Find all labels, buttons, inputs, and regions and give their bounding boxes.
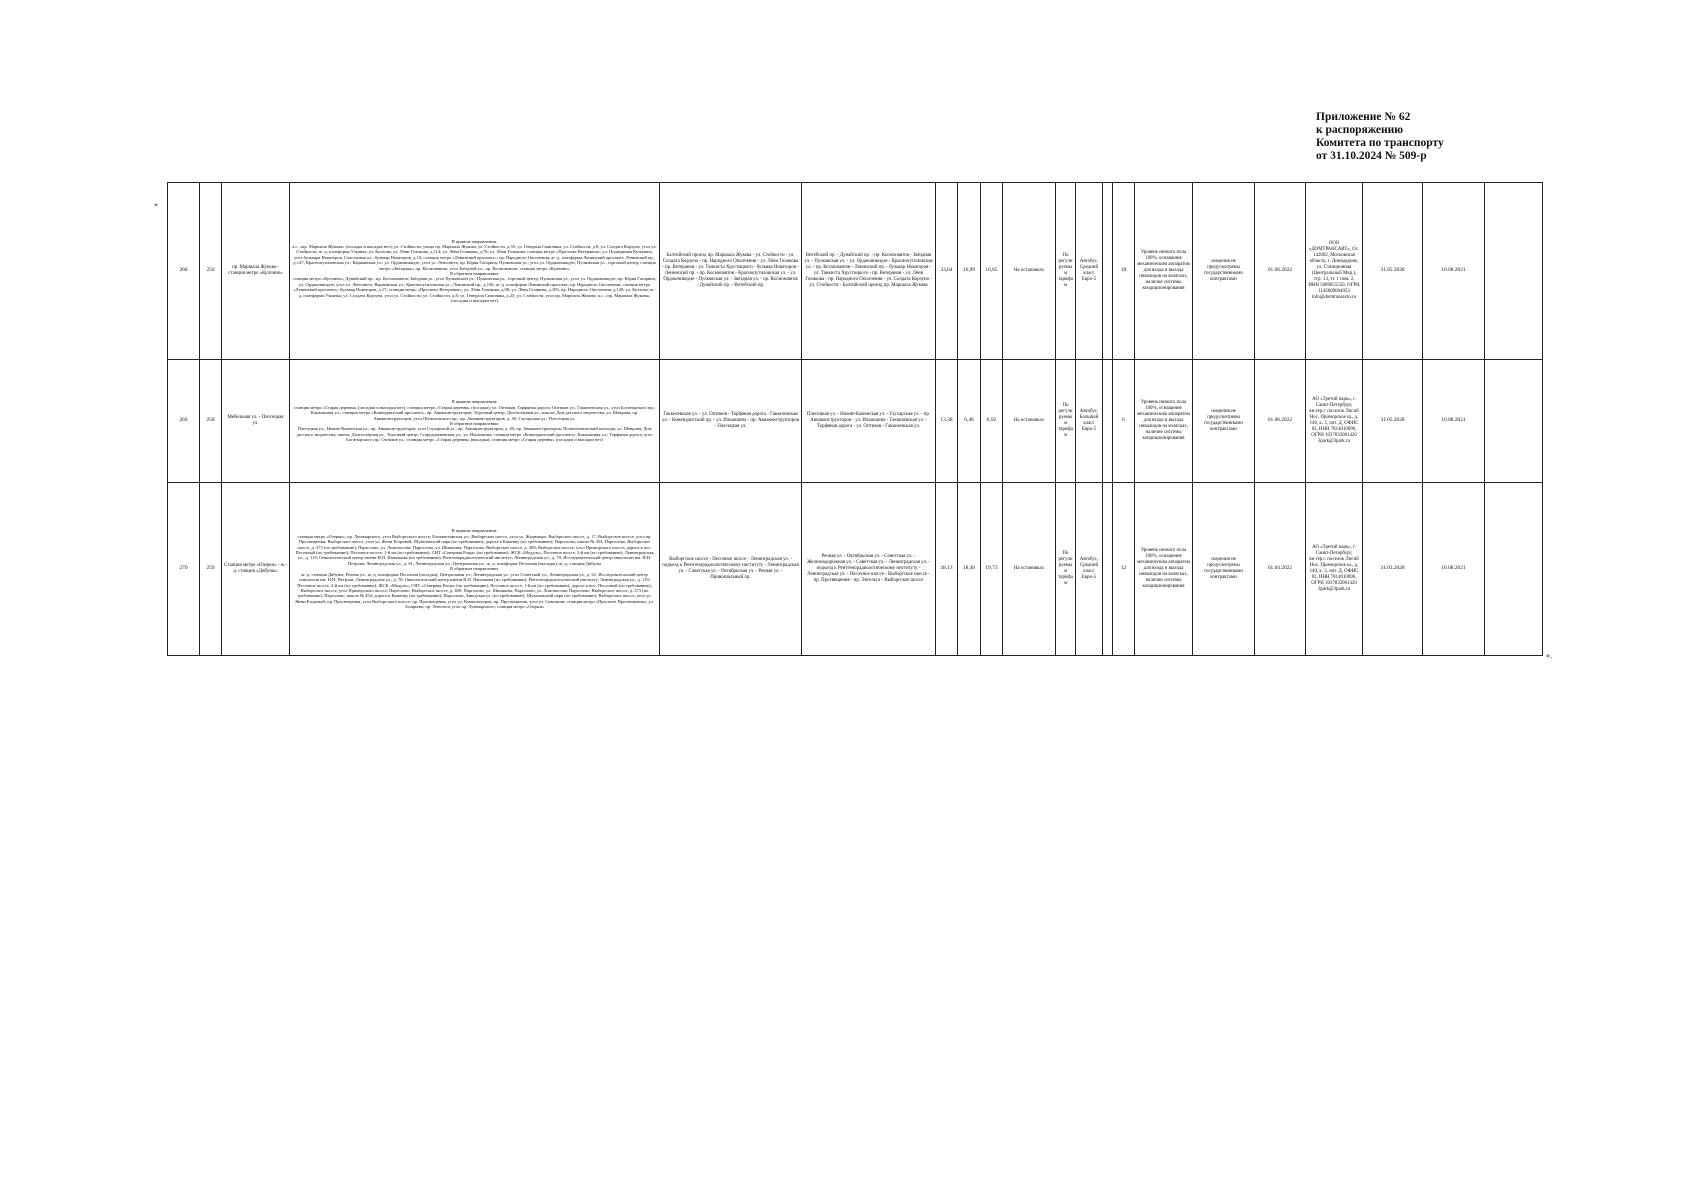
boarding-order: На остановках [1003, 483, 1056, 656]
length-backward: 6,92 [981, 360, 1003, 483]
routes-table [167, 182, 1543, 656]
empty-cell [1103, 183, 1113, 360]
registry-number: 268 [168, 183, 200, 360]
streets-forward: Балтийский проезд пр. Маршала Жукова - ул. Стойкости - ул. Солдата Корзуна - пр. Народного Ополчения - ул. Лёни Голикова - пр. Ветеранов - ул. Танкиста Хрустицкого - бульвар Новаторов - Ленинский пр. - пр. Космонавтов - Краснопутиловская ул. - ул. Орджоникидзе - Пулковская ул. - Звёздная ул. - пр. Космонавтов - Дунайский пр. - Витебский пр. [660, 183, 802, 360]
route-name: пр. Маршала Жукова - станция метро «Купчино» [222, 183, 290, 360]
length-backward: 19,73 [981, 483, 1003, 656]
streets-backward: Витебский пр. - Дунайский пр. - пр. Космонавтов - Звёздная ул. - Пулковская ул. - ул. Орджоникидзе - Краснопутиловская ул. - пр. Космонавтов - Ленинский пр. - бульвар Новаторов - ул. Танкиста Хрустицкого - пр. Ветеранов - ул. Лёни Голикова - пр. Народного Ополчения - ул. Солдата Корзуна - ул. Стойкости - Балтийский проезд пр. Маршала Жукова [802, 183, 936, 360]
start-date: 01.06.2022 [1255, 360, 1306, 483]
forward-stops: станция метро «Озерки»; пр. Луначарского, угол Выборгского шоссе; Елизаветинская ул.; Выборгское шоссе, угол ул. Жадимиро; Выборгское шоссе, д. 17; Выборгское шоссе, угол пр. Просвещения; Выборгское шоссе, угол ул. Жени Егоровой; Шуваловский парк (по требованию); дорога в Каменку (по требованию); Парголово, школа № 454; Парголово, Выборгское шоссе, д. 373 (по требованию); Парголово, ул. Ломоносова; Парголово, ул. Шишкина; Парголово, Выборгское шоссе, д. 409; Выборгское шоссе, угол Приморского шоссе; дорога в пос. Песочный (по требованию); Песочное шоссе, 1-й км (по требованию); СНТ «Северная Роща» (по требованию); ЖСК «Модуль»; Песочное шоссе, 2-й км (по требованию); Ленинградская ул., д. 119; Онкологический центр имени Н.П. Напалкова (по требованию); Рентгенорадиологический институт; Ленинградская ул., д. 70; Исследовательский центр онкологии им. Н.Н. Петрова; Ленинградская ул., д. 61; Ленинградская ул.; Центральная ул.; ж.-д. платформа Песочная (высадка); ж.-д. станция Дибуны [295, 533, 654, 566]
vehicle-count: 6 [1113, 360, 1135, 483]
backward-direction-label: В обратном направлении: [449, 271, 500, 276]
contract-note: сведения не предусмотрены государственными контрактами [1193, 183, 1255, 360]
length-backward: 16,65 [981, 183, 1003, 360]
end-date: 31.03.2028 [1363, 483, 1423, 656]
appendix-order-ref: к распоряжению [1316, 124, 1404, 136]
forward-direction-label: В прямом направлении: [451, 238, 498, 244]
backward-stops: ж.-д. станция Дибуны; Речная ул.; ж.-д. платформа Песочная (посадка); Центральная ул.; Ленинградская ул., угол Советской ул.; Ленинградская ул., д. 61; Исследовательский центр онкологии им. Н.Н. Петрова; Ленинградская ул., д. 70; Онкологический центр имени Н.П. Напалкова (по требованию); Рентгенорадиологический институт; Ленинградская ул., д. 119; Песочное шоссе, 2-й км (по требованию); ЖСК «Модуль»; СНТ «Северная Роща» (по требованию); Песочное шоссе, 1-й км (по требованию); дорога в пос. Песочный (по требованию); Выборгское шоссе, угол Приморского шоссе; Парголово, Выборгское шоссе, д. 409; Парголово, ул. Шишкина; Парголово, ул. Ломоносова; Парголово, Выборгское шоссе, д. 373 (по требованию); Парголово, школа № 454; дорога в Каменку (по требованию); Парголово, Заводская ул. (по требованию); Шуваловский парк (по требованию); Выборгское шоссе, угол ул. Жени Егоровой; пр. Просвещения, угол Выборгского шоссе; пр. Просвещения, угол ул. Композиторов; пр. Просвещения, угол ул. Симонова; станция метро «Проспект Просвещения»; ул. Асафьева; пр. Энгельса, угол пр. Луначарского; станция метро «Озерки» [295, 571, 654, 610]
empty-cell [1103, 360, 1113, 483]
forward-direction-label: В прямом направлении: [451, 528, 498, 534]
close-quote: ». [1546, 651, 1552, 660]
appendix-number: Приложение № 62 [1316, 111, 1411, 123]
carrier-info: ООО «ДОМТРАНСАВТ», Ос. 142002, Московская область, г. Домодедово, ул. Станционная (Центральный Мкр.), стр. 13, эт. 1 пом. 2, ИНН 5009055550, ОГРН 1145009004053 info@domtransavto.ru [1306, 183, 1363, 360]
length-forward: 18,40 [958, 483, 981, 656]
tariff-type: По регулируемым тарифам [1056, 360, 1076, 483]
start-date: 01.06.2022 [1255, 183, 1306, 360]
empty-cell [1485, 183, 1543, 360]
contract-note: сведения не предусмотрены государственными контрактами [1193, 360, 1255, 483]
backward-stops: Плесецкая ул.; Нижне-Каменская ул.; пр. Авиаконструкторов, угол Глухарской ул.; пр. Авиаконструкторов, д. 49; пр. Авиаконструкторов; Политехнический колледж; ул. Шаврова; Дом детского творчества; школа; Долгоозёрная ул.; Торговый центр; Стародеревенская ул.; ул. Ильюшина; станция метро «Комендантский проспект»; Камышовая ул.; Торфяная дорога, угол Богатырского пр.; Оптиков ул.; станция метро «Старая деревня» (высадка); станция метро «Старая деревня» (посадки и высадки нет) [296, 426, 653, 443]
length-forward: 6,46 [958, 360, 981, 483]
appendix-header [1316, 111, 1516, 163]
empty-cell [1103, 483, 1113, 656]
appendix-date: от 31.10.2024 № 509-р [1316, 150, 1427, 162]
tariff-type: По регулируемым тарифам [1056, 483, 1076, 656]
forward-stops: станция метро «Старая деревня» (посадки и высадки нет); станция метро «Старая деревня» (посадка); ул. Оптиков; Торфяная дорога; Оптиков ул.; Гаккелевская ул., угол Богатырского пр.; Камышовая ул.; станция метро «Комендантский проспект»; пр. Авиаконструкторов; Торговый центр; Долгоозёрная ул.; школа; Дом детского творчества; ул. Шаврова; пр. Авиаконструкторов, угол Шуваловского пр.; пр. Авиаконструкторов, д. 49; Глухарская ул.; Плесецкая ул. [293, 404, 656, 421]
length-forward: 16,99 [958, 183, 981, 360]
forward-direction-label: В прямом направлении: [451, 399, 498, 405]
contract-date: 10.08.2021 [1423, 183, 1485, 360]
backward-direction-label: В обратном направлении: [449, 421, 500, 426]
streets-forward: Гаккелевская ул. - ул. Оптиков - Торфяная дорога - Гаккелевская ул. - Комендантский пр. - ул. Ильюшина - пр. Авиаконструкторов - Плесецкая ул. [660, 360, 802, 483]
carrier-info: АО «Третий парк», г. Санкт-Петербург, вн.тер.г. поселок Лисий Нос, Приморское ш., д. 140, к. 3, лит. Д, ОФИС 83, ИНН 7814010096, ОГРН 1037832001420 3park@3park.ru [1306, 483, 1363, 656]
route-stops [290, 360, 660, 483]
vehicle-class: Автобус, Средний класс Евро-5 [1076, 183, 1103, 360]
empty-cell [1485, 360, 1543, 483]
vehicle-characteristics: Уровень низкого пола 100%, оснащение механическим аппаратом для входа и выхода инвалидов на колясках, наличие системы кондиционирования [1135, 183, 1193, 360]
route-name: Станция метро «Озерки» - ж.-д. станция «Дибуны» [222, 483, 290, 656]
empty-cell [1485, 483, 1543, 656]
vehicle-characteristics: Уровень низкого пола 100%, оснащение механическим аппаратом для входа и выхода инвалидов на колясках, наличие системы кондиционирования [1135, 483, 1193, 656]
route-number: 259 [200, 483, 222, 656]
streets-forward: Выборгское шоссе - Песочное шоссе - Ленинградская ул. - подъезд к Рентгенорадиологическому институту - Ленинградская ул. - Советская ул. - Октябрьская ул. - Речная ул. - Привокзальный пр. [660, 483, 802, 656]
table-row [168, 360, 1543, 483]
registry-number: 270 [168, 483, 200, 656]
contract-date: 10.08.2021 [1423, 483, 1485, 656]
length-total: 38,13 [936, 483, 958, 656]
contract-date: 10.08.2021 [1423, 360, 1485, 483]
contract-note: сведения не предусмотрены государственными контрактами [1193, 483, 1255, 656]
backward-stops: станция метро «Купчино»; Дунайский пр.; пр. Космонавтов; Звёздная ул., угол Пулковской ул.; Пулковская ул., торговый центр; Пулковская ул., угол ул. Орджоникидзе; пр. Юрия Гагарина; ул. Орджоникидзе, угол ул. Ленсовета; Варшавская ул.; Краснопутиловская ул.; Ленинский пр., д.156; ж.-д. платформа Ленинский проспект; пр. Народного Ополчения; станция метро «Ленинский проспект»; бульвар Новаторов, д.17; станция метро «Проспект Ветеранов»; ул. Лёни Голикова, д.98; ул. Лёни Голикова, д.105; пр. Народного Ополчения, д.149; ул. Козлова; ж.-д. платформа Ульянка; ул. Солдата Корзуна, угол ул. Стойкости; ул. Стойкости, д.8; ул. Генерала Симоняка, д.25; ул. Стойкости, угол пр. Маршала Жукова; а.с. «пр. Маршала Жукова» (посадки и высадки нет) [293, 276, 656, 304]
route-stops [290, 183, 660, 360]
vehicle-characteristics: Уровень низкого пола 100%, оснащение механическим аппаратом для входа и выхода инвалидов на колясках, наличие системы кондиционирования [1135, 360, 1193, 483]
route-stops [290, 483, 660, 656]
tariff-type: По регулируемым тарифам [1056, 183, 1076, 360]
boarding-order: На остановках [1003, 360, 1056, 483]
table-row [168, 483, 1543, 656]
length-total: 33,64 [936, 183, 958, 360]
route-number: 258 [200, 360, 222, 483]
carrier-info: АО «Третий парк», г. Санкт-Петербург, вн.тер.г. поселок Лисий Нос, Приморское ш., д. 140, к. 3, лит. Д, ОФИС 83, ИНН 7814010096, ОГРН 1037832001420 3park@3park.ru [1306, 360, 1363, 483]
vehicle-count: 12 [1113, 483, 1135, 656]
start-date: 01.04.2022 [1255, 483, 1306, 656]
vehicle-class: Автобус, Средний класс Евро-5 [1076, 483, 1103, 656]
table-row [168, 183, 1543, 360]
open-quote: « [154, 200, 158, 209]
boarding-order: На остановках [1003, 183, 1056, 360]
forward-stops: а.с. «пр. Маршала Жукова» (посадка и высадка нет); ул. Стойкости, улица пр. Маршала Жукова; ул. Стойкости, д.35; ул. Генерала Симоняка, ул. Стойкости, д.8; ул. Солдата Корзуна, угол ул. Стойкости, ж.-д. платформа Ульянка; ул. Козлова; ул. Лёни Голикова, д.114; ул. Лёни Голикова, д.76; ул. Лёни Голикова; станция метро «Проспект Ветеранов»; ул. Подводника Кузьмина, угол бульвара Новаторов, Счастливая ул.; бульвар Новаторов, д.10; станция метро «Ленинский проспект»; пр. Народного Ополчения; ж.-д. платформа Ленинский проспект; Ленинский пр., д.147; Краснопутиловская ул.; Варшавская ул.; ул. Орджоникидзе, угол ул. Ленсовета; пр. Юрия Гагарина; Пулковская ул.; угол ул. Орджоникидзе; Пулковская ул., торговый центр; станция метро «Звёздная»; пр. Космонавтов, угол Звёздной ул.; пр. Космонавтов; станция метро «Купчино» [292, 243, 657, 271]
backward-direction-label: В обратном направлении: [449, 566, 500, 572]
streets-backward: Плесецкая ул. - Нижне-Каменская ул. - Глухарская ул. - пр. Авиаконструкторов - ул. Ильюшина - Гаккелевская ул. - Торфяная дорога - ул. Оптиков - Гаккелевская ул. [802, 360, 936, 483]
registry-number: 269 [168, 360, 200, 483]
route-name: Мебельная ул. - Плесецкая ул. [222, 360, 290, 483]
end-date: 31.05.2028 [1363, 360, 1423, 483]
appendix-committee: Комитета по транспорту [1316, 137, 1444, 149]
length-total: 13,38 [936, 360, 958, 483]
vehicle-class: Автобус, Большой класс Евро-5 [1076, 360, 1103, 483]
streets-backward: Речная ул. - Октябрьская ул. - Советская ул. - Железнодорожная ул. - Советская ул. - Ленинградская ул. - подъезд к Рентгенорадиологическому институту - Ленинградская ул. - Песочное шоссе - Выборгское шоссе - пр. Просвещения - пр. Энгельса - Выборгское шоссе [802, 483, 936, 656]
end-date: 31.05.2028 [1363, 183, 1423, 360]
route-number: 256 [200, 183, 222, 360]
vehicle-count: 18 [1113, 183, 1135, 360]
